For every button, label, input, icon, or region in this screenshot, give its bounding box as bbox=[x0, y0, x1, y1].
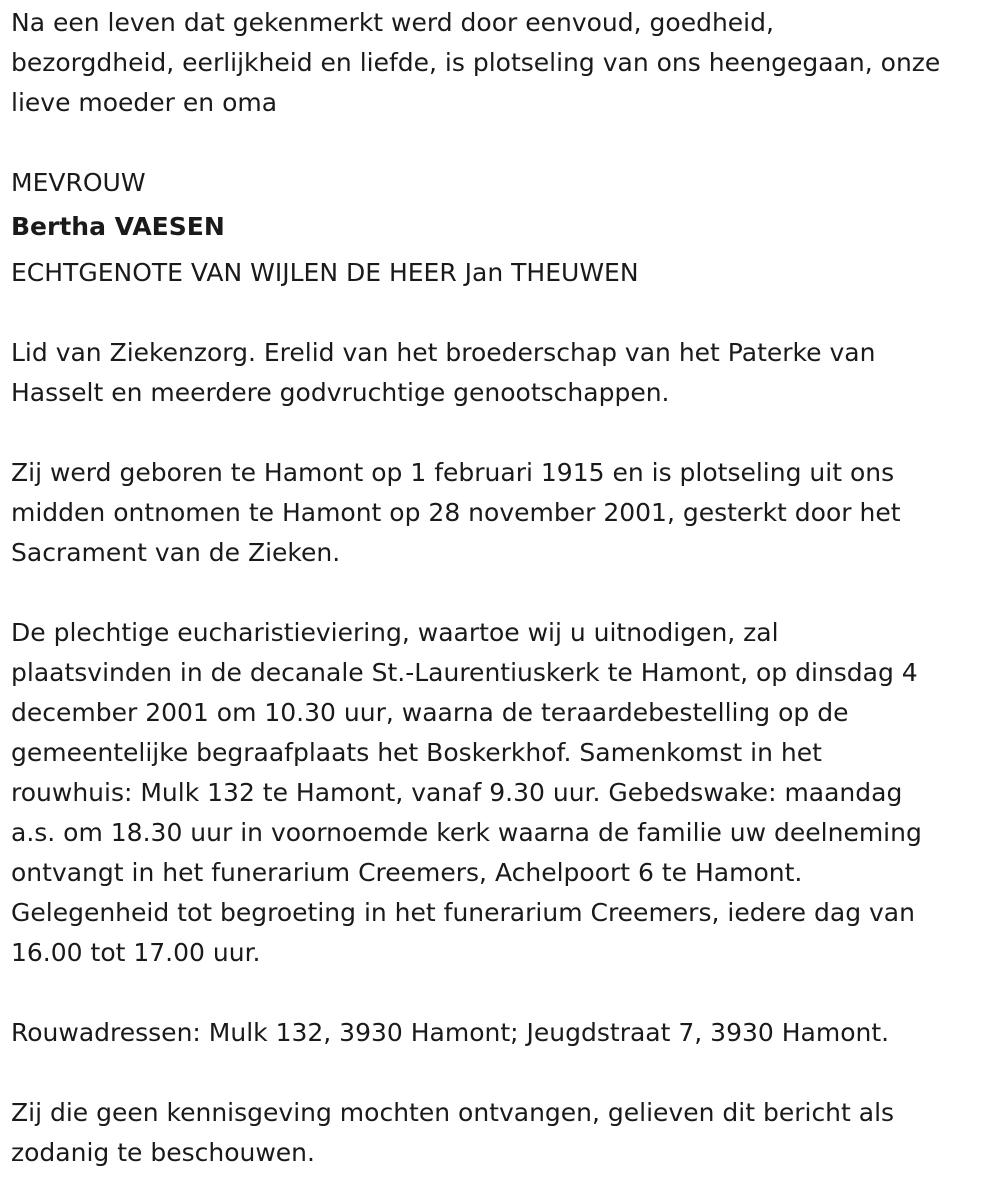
memberships-paragraph: Lid van Ziekenzorg. Erelid van het broederschap van het Paterke van Hasselt en meerdere godvruchtige genootschappen. bbox=[11, 338, 876, 407]
honorific-title: MEVROUW bbox=[11, 168, 146, 197]
spacer bbox=[11, 123, 990, 163]
addresses-paragraph: Rouwadressen: Mulk 132, 3930 Hamont; Jeugdstraat 7, 3930 Hamont. bbox=[11, 1018, 890, 1047]
spacer bbox=[11, 1053, 990, 1093]
spacer bbox=[11, 973, 990, 1013]
ceremony-paragraph: De plechtige eucharistieviering, waartoe wij u uitnodigen, zal plaatsvinden in de decanale St.-Laurentiuskerk te Hamont, op dinsdag 4 december 2001 om 10.30 uur, waarna de teraardebestelling op de gemeentelijke begraafplaats het Boskerkhof. Samenkomst in het rouwhuis: Mulk 132 te Hamont, vanaf 9.30 uur. Gebedswake: maandag a.s. om 18.30 uur in voornoemde kerk waarna de familie uw deelneming ontvangt in het funerarium Creemers, Achelpoort 6 te Hamont. Gelegenheid tot begroeting in het funerarium Creemers, iedere dag van 16.00 tot 17.00 uur. bbox=[11, 618, 922, 967]
birth-death-paragraph: Zij werd geboren te Hamont op 1 februari 1915 en is plotseling uit ons midden ontnomen te Hamont op 28 november 2001, gesterkt door het Sacrament van de Zieken. bbox=[11, 458, 901, 567]
deceased-name: Bertha VAESEN bbox=[11, 212, 225, 241]
spouse-line: ECHTGENOTE VAN WIJLEN DE HEER Jan THEUWEN bbox=[11, 258, 639, 287]
spacer bbox=[11, 293, 990, 333]
notice-paragraph: Zij die geen kennisgeving mochten ontvangen, gelieven dit bericht als zodanig te beschouwen. bbox=[11, 1098, 895, 1167]
spacer bbox=[11, 413, 990, 453]
spacer bbox=[11, 573, 990, 613]
intro-paragraph: Na een leven dat gekenmerkt werd door eenvoud, goedheid, bezorgdheid, eerlijkheid en liefde, is plotseling van ons heengegaan, onze lieve moeder en oma bbox=[11, 8, 941, 117]
